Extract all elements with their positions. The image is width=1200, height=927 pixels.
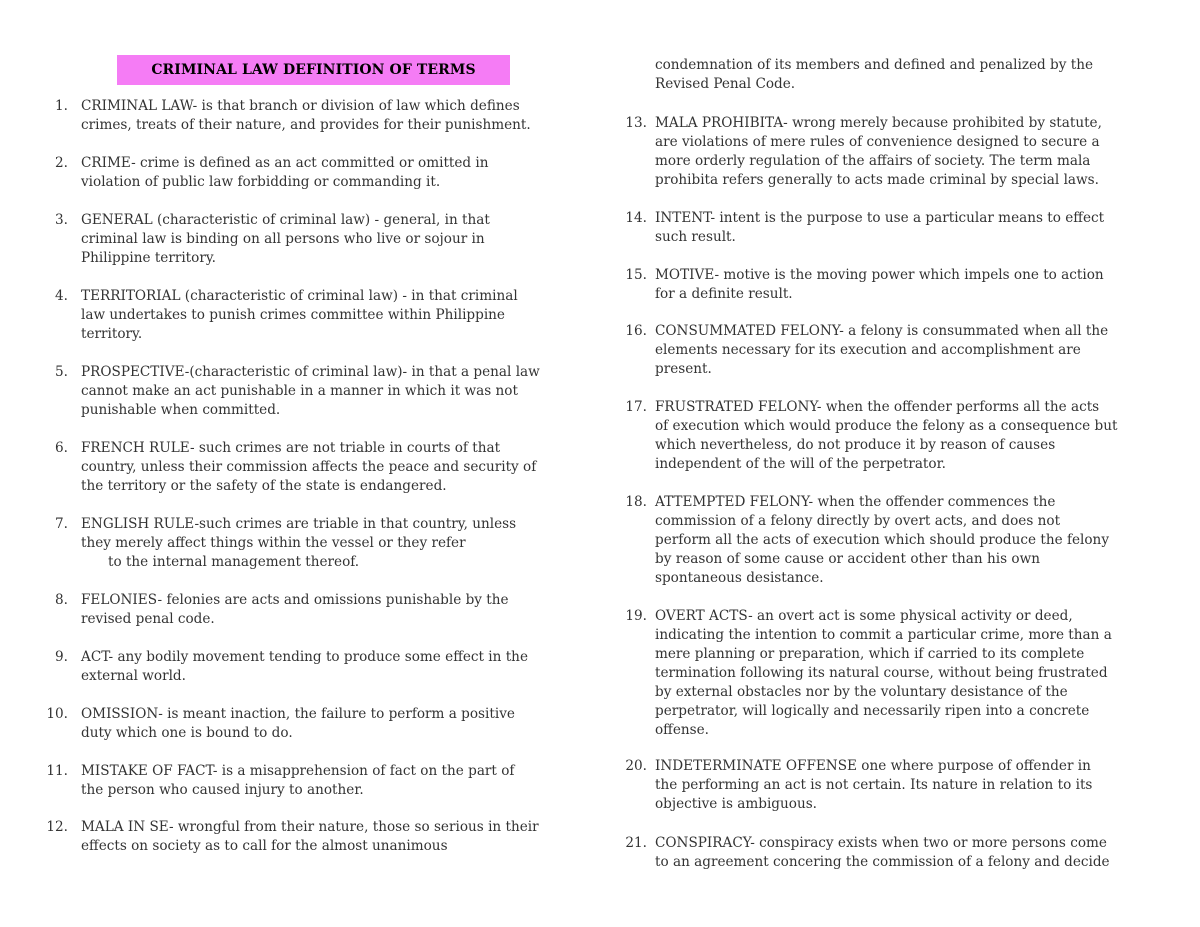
item-text-line: present. bbox=[655, 361, 712, 377]
item-text-line: OMISSION- is meant inaction, the failure to perform a positive bbox=[81, 706, 515, 722]
item-text-line: GENERAL (characteristic of criminal law) - general, in that bbox=[81, 212, 490, 228]
item-text-line: of execution which would produce the felony as a consequence but bbox=[655, 418, 1118, 434]
item-text-line: INTENT- intent is the purpose to use a particular means to effect bbox=[655, 210, 1105, 226]
item-number: 3. bbox=[55, 212, 68, 228]
item-text-line: INDETERMINATE OFFENSE one where purpose of offender in bbox=[655, 758, 1091, 774]
item-text-line: prohibita refers generally to acts made criminal by special laws. bbox=[655, 172, 1099, 188]
item-text-line: PROSPECTIVE-(characteristic of criminal law)- in that a penal law bbox=[81, 364, 540, 380]
item-text-line: effects on society as to call for the almost unanimous bbox=[81, 838, 448, 854]
item-text-line: FRENCH RULE- such crimes are not triable in courts of that bbox=[81, 440, 501, 456]
item-text-line: MALA PROHIBITA- wrong merely because prohibited by statute, bbox=[655, 115, 1102, 131]
item-text-line: FRUSTRATED FELONY- when the offender performs all the acts bbox=[655, 399, 1100, 415]
item-text-line: CRIME- crime is defined as an act committed or omitted in bbox=[81, 155, 489, 171]
item-text-line: revised penal code. bbox=[81, 611, 215, 627]
item-text-line: by reason of some cause or accident other than his own bbox=[655, 551, 1040, 567]
item-text-line: MISTAKE OF FACT- is a misapprehension of fact on the part of bbox=[81, 763, 515, 779]
item-number: 12. bbox=[46, 819, 68, 835]
item-text-line: law undertakes to punish crimes committee within Philippine bbox=[81, 307, 505, 323]
item-text-line: which nevertheless, do not produce it by reason of causes bbox=[655, 437, 1056, 453]
item-text-line: they merely affect things within the vessel or they refer bbox=[81, 535, 466, 551]
item-number: 7. bbox=[55, 516, 68, 532]
item-text-line: independent of the will of the perpetrator. bbox=[655, 456, 946, 472]
item-text-line: Philippine territory. bbox=[81, 250, 217, 266]
item-text-line: elements necessary for its execution and accomplishment are bbox=[655, 342, 1081, 358]
item-text-line: crimes, treats of their nature, and provides for their punishment. bbox=[81, 117, 531, 133]
item-text-line: perform all the acts of execution which should produce the felony bbox=[655, 532, 1109, 548]
item-text-line: the territory or the safety of the state is endangered. bbox=[81, 478, 447, 494]
item-text-line: mere planning or preparation, which if carried to its complete bbox=[655, 646, 1085, 662]
item-number: 19. bbox=[625, 608, 647, 624]
item-text-line: to an agreement concering the commission of a felony and decide bbox=[655, 854, 1110, 870]
item-text-line: ENGLISH RULE-such crimes are triable in that country, unless bbox=[81, 516, 517, 532]
item-text-line: CONSPIRACY- conspiracy exists when two or more persons come bbox=[655, 835, 1107, 851]
item-text-line: by external obstacles nor by the voluntary desistance of the bbox=[655, 684, 1068, 700]
item-text-line: objective is ambiguous. bbox=[655, 796, 817, 812]
item-text-line: offense. bbox=[655, 722, 709, 738]
item-number: 2. bbox=[55, 155, 68, 171]
item-number: 13. bbox=[625, 115, 647, 131]
item-text-line: punishable when committed. bbox=[81, 402, 281, 418]
item-text-line: CRIMINAL LAW- is that branch or division of law which defines bbox=[81, 98, 520, 114]
item-text-line: CONSUMMATED FELONY- a felony is consummated when all the bbox=[655, 323, 1109, 339]
item-number: 9. bbox=[55, 649, 68, 665]
item-text-line: are violations of mere rules of convenience designed to secure a bbox=[655, 134, 1100, 150]
item-text-line: cannot make an act punishable in a manner in which it was not bbox=[81, 383, 518, 399]
item-number: 17. bbox=[625, 399, 647, 415]
item-text-line: MALA IN SE- wrongful from their nature, those so serious in their bbox=[81, 819, 539, 835]
item-number: 11. bbox=[46, 763, 68, 779]
item-12-continuation bbox=[655, 56, 1093, 94]
item-number: 10. bbox=[46, 706, 68, 722]
item-text-line: condemnation of its members and defined and penalized by the bbox=[655, 57, 1094, 73]
page-title: CRIMINAL LAW DEFINITION OF TERMS bbox=[117, 55, 510, 85]
item-text-line: for a definite result. bbox=[655, 286, 793, 302]
item-number: 21. bbox=[625, 835, 647, 851]
item-text-line: TERRITORIAL (characteristic of criminal law) - in that criminal bbox=[81, 288, 518, 304]
item-text-line: indicating the intention to commit a particular crime, more than a bbox=[655, 627, 1112, 643]
item-text-line: OVERT ACTS- an overt act is some physical activity or deed, bbox=[655, 608, 1073, 624]
item-text-line: territory. bbox=[81, 326, 143, 342]
item-number: 1. bbox=[55, 98, 68, 114]
item-number: 8. bbox=[55, 592, 68, 608]
item-text-line: FELONIES- felonies are acts and omissions punishable by the bbox=[81, 592, 509, 608]
item-text-line: perpetrator, will logically and necessarily ripen into a concrete bbox=[655, 703, 1090, 719]
item-number: 20. bbox=[625, 758, 647, 774]
item-text-line: such result. bbox=[655, 229, 736, 245]
item-number: 18. bbox=[625, 494, 647, 510]
item-number: 14. bbox=[625, 210, 647, 226]
item-number: 4. bbox=[55, 288, 68, 304]
item-text-line: the person who caused injury to another. bbox=[81, 782, 364, 798]
item-text-line: the performing an act is not certain. Its nature in relation to its bbox=[655, 777, 1093, 793]
item-text-line: criminal law is binding on all persons who live or sojour in bbox=[81, 231, 485, 247]
item-text-line: MOTIVE- motive is the moving power which impels one to action bbox=[655, 267, 1104, 283]
item-number: 15. bbox=[625, 267, 647, 283]
item-text-line: commission of a felony directly by overt acts, and does not bbox=[655, 513, 1061, 529]
item-text-line: ATTEMPTED FELONY- when the offender commences the bbox=[655, 494, 1056, 510]
item-number: 6. bbox=[55, 440, 68, 456]
item-text-line: external world. bbox=[81, 668, 186, 684]
item-text-line: to the internal management thereof. bbox=[108, 554, 360, 570]
item-number: 5. bbox=[55, 364, 68, 380]
item-text-line: more orderly regulation of the affairs of society. The term mala bbox=[655, 153, 1091, 169]
item-text-line: spontaneous desistance. bbox=[655, 570, 824, 586]
item-text-line: duty which one is bound to do. bbox=[81, 725, 293, 741]
item-text-line: country, unless their commission affects the peace and security of bbox=[81, 459, 537, 475]
item-text-line: Revised Penal Code. bbox=[655, 76, 796, 92]
item-text-line: violation of public law forbidding or commanding it. bbox=[81, 174, 441, 190]
item-text-line: ACT- any bodily movement tending to produce some effect in the bbox=[81, 649, 528, 665]
item-text-line: termination following its natural course, without being frustrated bbox=[655, 665, 1108, 681]
item-number: 16. bbox=[625, 323, 647, 339]
